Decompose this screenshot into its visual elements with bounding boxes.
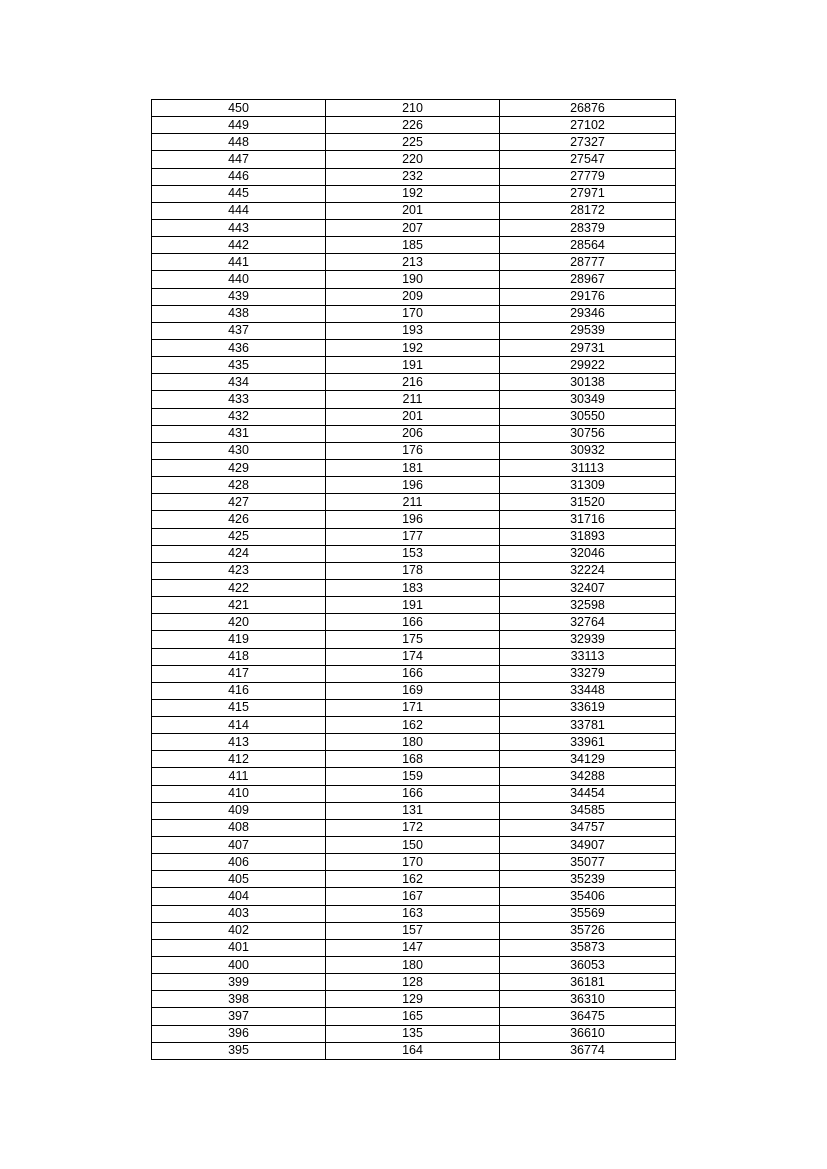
cumulative-cell: 35873 — [500, 939, 676, 956]
score-cell: 429 — [152, 459, 326, 476]
cumulative-cell: 33619 — [500, 699, 676, 716]
cumulative-cell: 32764 — [500, 614, 676, 631]
count-cell: 180 — [326, 734, 500, 751]
count-cell: 206 — [326, 425, 500, 442]
score-cell: 397 — [152, 1008, 326, 1025]
count-cell: 201 — [326, 202, 500, 219]
cumulative-cell: 29346 — [500, 305, 676, 322]
cumulative-cell: 32598 — [500, 597, 676, 614]
score-cell: 439 — [152, 288, 326, 305]
count-cell: 192 — [326, 339, 500, 356]
score-cell: 402 — [152, 922, 326, 939]
table-row — [152, 237, 676, 254]
table-row — [152, 545, 676, 562]
count-cell: 177 — [326, 528, 500, 545]
score-cell: 450 — [152, 100, 326, 117]
score-cell: 416 — [152, 682, 326, 699]
score-cell: 407 — [152, 837, 326, 854]
count-cell: 176 — [326, 442, 500, 459]
count-cell: 147 — [326, 939, 500, 956]
table-row — [152, 785, 676, 802]
score-cell: 435 — [152, 357, 326, 374]
score-cell: 396 — [152, 1025, 326, 1042]
count-cell: 162 — [326, 717, 500, 734]
score-cell: 406 — [152, 854, 326, 871]
count-cell: 174 — [326, 648, 500, 665]
score-table — [151, 99, 676, 1060]
count-cell: 232 — [326, 168, 500, 185]
count-cell: 196 — [326, 477, 500, 494]
count-cell: 171 — [326, 699, 500, 716]
score-cell: 437 — [152, 322, 326, 339]
table-row — [152, 185, 676, 202]
table-row — [152, 854, 676, 871]
score-cell: 436 — [152, 339, 326, 356]
score-cell: 420 — [152, 614, 326, 631]
cumulative-cell: 31716 — [500, 511, 676, 528]
score-cell: 395 — [152, 1042, 326, 1059]
table-row — [152, 168, 676, 185]
count-cell: 129 — [326, 991, 500, 1008]
count-cell: 191 — [326, 597, 500, 614]
table-row — [152, 219, 676, 236]
score-cell: 444 — [152, 202, 326, 219]
table-row — [152, 699, 676, 716]
table-row — [152, 494, 676, 511]
table-row — [152, 117, 676, 134]
cumulative-cell: 32046 — [500, 545, 676, 562]
score-cell: 426 — [152, 511, 326, 528]
table-row — [152, 939, 676, 956]
count-cell: 192 — [326, 185, 500, 202]
count-cell: 166 — [326, 665, 500, 682]
score-table-body — [152, 100, 676, 1060]
table-row — [152, 357, 676, 374]
cumulative-cell: 34288 — [500, 768, 676, 785]
score-cell: 430 — [152, 442, 326, 459]
table-row — [152, 271, 676, 288]
cumulative-cell: 27971 — [500, 185, 676, 202]
score-cell: 443 — [152, 219, 326, 236]
cumulative-cell: 26876 — [500, 100, 676, 117]
score-cell: 422 — [152, 579, 326, 596]
count-cell: 180 — [326, 957, 500, 974]
cumulative-cell: 27547 — [500, 151, 676, 168]
cumulative-cell: 36475 — [500, 1008, 676, 1025]
cumulative-cell: 31113 — [500, 459, 676, 476]
cumulative-cell: 29539 — [500, 322, 676, 339]
cumulative-cell: 36181 — [500, 974, 676, 991]
count-cell: 226 — [326, 117, 500, 134]
score-cell: 421 — [152, 597, 326, 614]
cumulative-cell: 30756 — [500, 425, 676, 442]
cumulative-cell: 32407 — [500, 579, 676, 596]
table-row — [152, 100, 676, 117]
count-cell: 166 — [326, 614, 500, 631]
table-row — [152, 134, 676, 151]
cumulative-cell: 35406 — [500, 888, 676, 905]
table-row — [152, 648, 676, 665]
score-cell: 400 — [152, 957, 326, 974]
count-cell: 190 — [326, 271, 500, 288]
table-row — [152, 288, 676, 305]
count-cell: 191 — [326, 357, 500, 374]
score-cell: 446 — [152, 168, 326, 185]
table-row — [152, 819, 676, 836]
table-row — [152, 442, 676, 459]
score-cell: 398 — [152, 991, 326, 1008]
count-cell: 183 — [326, 579, 500, 596]
count-cell: 165 — [326, 1008, 500, 1025]
count-cell: 220 — [326, 151, 500, 168]
count-cell: 166 — [326, 785, 500, 802]
table-row — [152, 459, 676, 476]
cumulative-cell: 31309 — [500, 477, 676, 494]
table-row — [152, 717, 676, 734]
count-cell: 170 — [326, 305, 500, 322]
count-cell: 157 — [326, 922, 500, 939]
table-row — [152, 151, 676, 168]
table-row — [152, 254, 676, 271]
score-cell: 423 — [152, 562, 326, 579]
count-cell: 210 — [326, 100, 500, 117]
count-cell: 213 — [326, 254, 500, 271]
table-row — [152, 528, 676, 545]
count-cell: 172 — [326, 819, 500, 836]
count-cell: 128 — [326, 974, 500, 991]
cumulative-cell: 33279 — [500, 665, 676, 682]
count-cell: 168 — [326, 751, 500, 768]
count-cell: 211 — [326, 494, 500, 511]
count-cell: 167 — [326, 888, 500, 905]
table-row — [152, 991, 676, 1008]
cumulative-cell: 34585 — [500, 802, 676, 819]
score-cell: 448 — [152, 134, 326, 151]
cumulative-cell: 32224 — [500, 562, 676, 579]
table-row — [152, 837, 676, 854]
table-row — [152, 614, 676, 631]
cumulative-cell: 36310 — [500, 991, 676, 1008]
table-row — [152, 477, 676, 494]
cumulative-cell: 36774 — [500, 1042, 676, 1059]
cumulative-cell: 31893 — [500, 528, 676, 545]
cumulative-cell: 30349 — [500, 391, 676, 408]
count-cell: 162 — [326, 871, 500, 888]
cumulative-cell: 33113 — [500, 648, 676, 665]
cumulative-cell: 30932 — [500, 442, 676, 459]
count-cell: 175 — [326, 631, 500, 648]
score-cell: 417 — [152, 665, 326, 682]
score-cell: 419 — [152, 631, 326, 648]
table-row — [152, 888, 676, 905]
score-cell: 412 — [152, 751, 326, 768]
cumulative-cell: 36053 — [500, 957, 676, 974]
score-cell: 399 — [152, 974, 326, 991]
cumulative-cell: 35239 — [500, 871, 676, 888]
cumulative-cell: 27102 — [500, 117, 676, 134]
cumulative-cell: 35077 — [500, 854, 676, 871]
cumulative-cell: 27779 — [500, 168, 676, 185]
cumulative-cell: 28564 — [500, 237, 676, 254]
score-cell: 449 — [152, 117, 326, 134]
cumulative-cell: 33961 — [500, 734, 676, 751]
count-cell: 193 — [326, 322, 500, 339]
score-cell: 413 — [152, 734, 326, 751]
score-cell: 401 — [152, 939, 326, 956]
score-cell: 445 — [152, 185, 326, 202]
table-row — [152, 682, 676, 699]
cumulative-cell: 30138 — [500, 374, 676, 391]
cumulative-cell: 34129 — [500, 751, 676, 768]
count-cell: 178 — [326, 562, 500, 579]
score-cell: 438 — [152, 305, 326, 322]
cumulative-cell: 29731 — [500, 339, 676, 356]
table-row — [152, 922, 676, 939]
table-row — [152, 579, 676, 596]
score-cell: 432 — [152, 408, 326, 425]
count-cell: 207 — [326, 219, 500, 236]
table-row — [152, 802, 676, 819]
score-cell: 410 — [152, 785, 326, 802]
cumulative-cell: 28379 — [500, 219, 676, 236]
table-row — [152, 1008, 676, 1025]
table-row — [152, 957, 676, 974]
cumulative-cell: 30550 — [500, 408, 676, 425]
table-row — [152, 1025, 676, 1042]
table-row — [152, 597, 676, 614]
table-row — [152, 1042, 676, 1059]
cumulative-cell: 34454 — [500, 785, 676, 802]
cumulative-cell: 35569 — [500, 905, 676, 922]
score-cell: 434 — [152, 374, 326, 391]
cumulative-cell: 35726 — [500, 922, 676, 939]
cumulative-cell: 29176 — [500, 288, 676, 305]
table-row — [152, 974, 676, 991]
count-cell: 131 — [326, 802, 500, 819]
count-cell: 135 — [326, 1025, 500, 1042]
score-cell: 441 — [152, 254, 326, 271]
score-cell: 418 — [152, 648, 326, 665]
table-row — [152, 734, 676, 751]
table-row — [152, 374, 676, 391]
score-cell: 425 — [152, 528, 326, 545]
table-row — [152, 391, 676, 408]
cumulative-cell: 34907 — [500, 837, 676, 854]
score-cell: 415 — [152, 699, 326, 716]
score-cell: 442 — [152, 237, 326, 254]
count-cell: 150 — [326, 837, 500, 854]
table-row — [152, 511, 676, 528]
table-row — [152, 665, 676, 682]
cumulative-cell: 33781 — [500, 717, 676, 734]
count-cell: 164 — [326, 1042, 500, 1059]
count-cell: 181 — [326, 459, 500, 476]
table-row — [152, 562, 676, 579]
cumulative-cell: 36610 — [500, 1025, 676, 1042]
score-cell: 433 — [152, 391, 326, 408]
score-cell: 427 — [152, 494, 326, 511]
score-cell: 409 — [152, 802, 326, 819]
score-cell: 424 — [152, 545, 326, 562]
count-cell: 201 — [326, 408, 500, 425]
count-cell: 153 — [326, 545, 500, 562]
table-row — [152, 202, 676, 219]
table-row — [152, 408, 676, 425]
score-cell: 403 — [152, 905, 326, 922]
cumulative-cell: 33448 — [500, 682, 676, 699]
count-cell: 159 — [326, 768, 500, 785]
cumulative-cell: 29922 — [500, 357, 676, 374]
cumulative-cell: 34757 — [500, 819, 676, 836]
score-cell: 411 — [152, 768, 326, 785]
score-cell: 408 — [152, 819, 326, 836]
count-cell: 225 — [326, 134, 500, 151]
count-cell: 170 — [326, 854, 500, 871]
score-cell: 414 — [152, 717, 326, 734]
count-cell: 209 — [326, 288, 500, 305]
table-row — [152, 768, 676, 785]
cumulative-cell: 28967 — [500, 271, 676, 288]
table-row — [152, 425, 676, 442]
table-row — [152, 305, 676, 322]
cumulative-cell: 32939 — [500, 631, 676, 648]
table-row — [152, 871, 676, 888]
count-cell: 169 — [326, 682, 500, 699]
table-row — [152, 905, 676, 922]
score-cell: 405 — [152, 871, 326, 888]
table-row — [152, 322, 676, 339]
table-row — [152, 751, 676, 768]
count-cell: 163 — [326, 905, 500, 922]
score-cell: 431 — [152, 425, 326, 442]
table-row — [152, 339, 676, 356]
score-cell: 404 — [152, 888, 326, 905]
cumulative-cell: 28777 — [500, 254, 676, 271]
count-cell: 211 — [326, 391, 500, 408]
count-cell: 196 — [326, 511, 500, 528]
score-cell: 447 — [152, 151, 326, 168]
table-row — [152, 631, 676, 648]
count-cell: 185 — [326, 237, 500, 254]
cumulative-cell: 28172 — [500, 202, 676, 219]
cumulative-cell: 31520 — [500, 494, 676, 511]
score-cell: 428 — [152, 477, 326, 494]
score-cell: 440 — [152, 271, 326, 288]
cumulative-cell: 27327 — [500, 134, 676, 151]
count-cell: 216 — [326, 374, 500, 391]
